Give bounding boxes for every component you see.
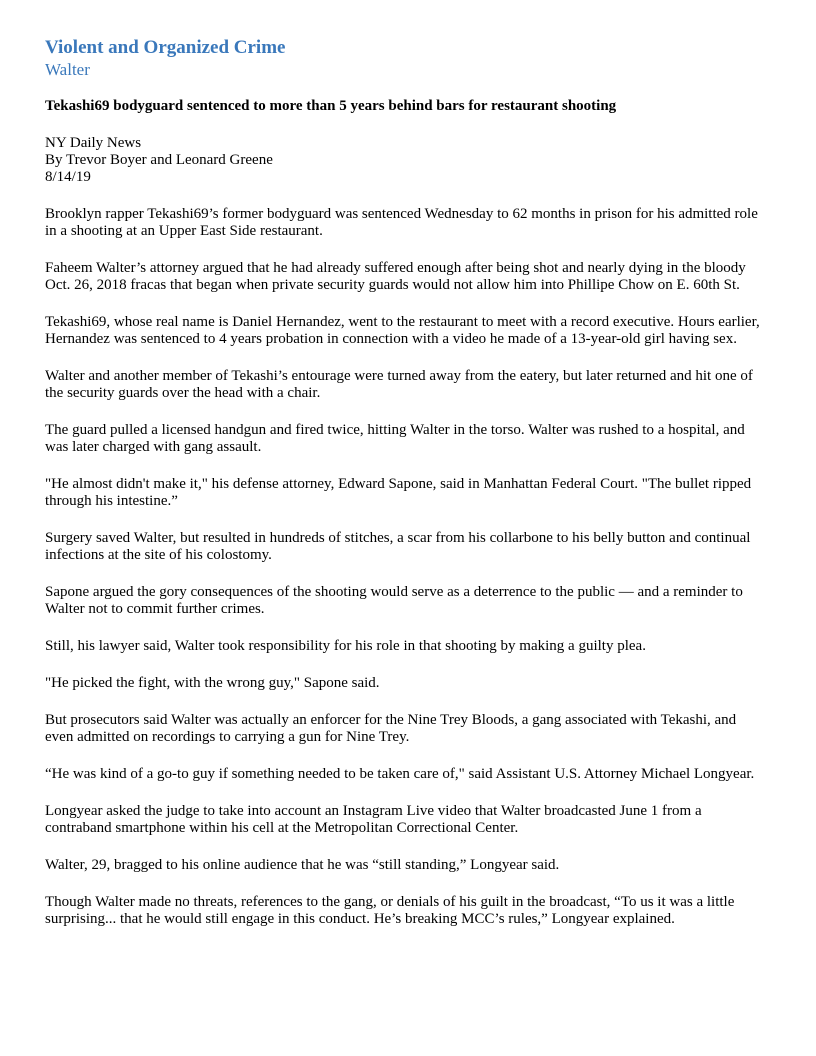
paragraph: Tekashi69, whose real name is Daniel Hernandez, went to the restaurant to meet with a record executive. Hours earlier, Hernandez was sentenced to 4 years probation in connection with a video he made of a 13-year-old girl having sex. (45, 314, 760, 347)
paragraph: But prosecutors said Walter was actually an enforcer for the Nine Trey Bloods, a gang associated with Tekashi, and even admitted on recordings to carrying a gun for Nine Trey. (45, 712, 737, 745)
paragraph: Walter, 29, bragged to his online audience that he was “still standing,” Longyear said. (45, 857, 560, 873)
paragraph: “He was kind of a go-to guy if something needed to be taken care of," said Assistant U.S. Attorney Michael Longyear. (45, 766, 755, 782)
paragraph: Surgery saved Walter, but resulted in hundreds of stitches, a scar from his collarbone to his belly button and continual infections at the site of his colostomy. (45, 530, 751, 563)
article-date: 8/14/19 (45, 169, 91, 185)
paragraph: "He almost didn't make it," his defense attorney, Edward Sapone, said in Manhattan Federal Court. "The bullet ripped through his intestine.” (45, 476, 752, 509)
paragraph: The guard pulled a licensed handgun and fired twice, hitting Walter in the torso. Walter was rushed to a hospital, and was later charged with gang assault. (45, 422, 745, 455)
paragraph: "He picked the fight, with the wrong guy," Sapone said. (45, 675, 380, 691)
document-page (45, 37, 767, 928)
paragraph: Sapone argued the gory consequences of the shooting would serve as a deterrence to the public — and a reminder to Walter not to commit further crimes. (45, 584, 743, 617)
article-meta (45, 135, 767, 186)
article-source: NY Daily News (45, 135, 142, 151)
paragraph: Faheem Walter’s attorney argued that he had already suffered enough after being shot and nearly dying in the bloody Oct. 26, 2018 fracas that began when private security guards would not allow him into Phillipe Chow on E. 60th St. (45, 260, 746, 293)
paragraph: Walter and another member of Tekashi’s entourage were turned away from the eatery, but later returned and hit one of the security guards over the head with a chair. (45, 368, 753, 401)
article-body (45, 206, 767, 928)
section-title: Violent and Organized Crime (45, 37, 286, 58)
paragraph: Though Walter made no threats, references to the gang, or denials of his guilt in the broadcast, “To us it was a little surprising... that he would still engage in this conduct. He’s breaking MCC’s rules,” Longyear explained. (45, 894, 735, 927)
paragraph: Longyear asked the judge to take into account an Instagram Live video that Walter broadcasted June 1 from a contraband smartphone within his cell at the Metropolitan Correctional Center. (45, 803, 702, 836)
subsection-title: Walter (45, 60, 90, 79)
paragraph: Still, his lawyer said, Walter took responsibility for his role in that shooting by making a guilty plea. (45, 638, 646, 654)
article-byline: By Trevor Boyer and Leonard Greene (45, 152, 273, 168)
paragraph: Brooklyn rapper Tekashi69’s former bodyguard was sentenced Wednesday to 62 months in prison for his admitted role in a shooting at an Upper East Side restaurant. (45, 206, 758, 239)
article-headline: Tekashi69 bodyguard sentenced to more than 5 years behind bars for restaurant shooting (45, 98, 617, 114)
